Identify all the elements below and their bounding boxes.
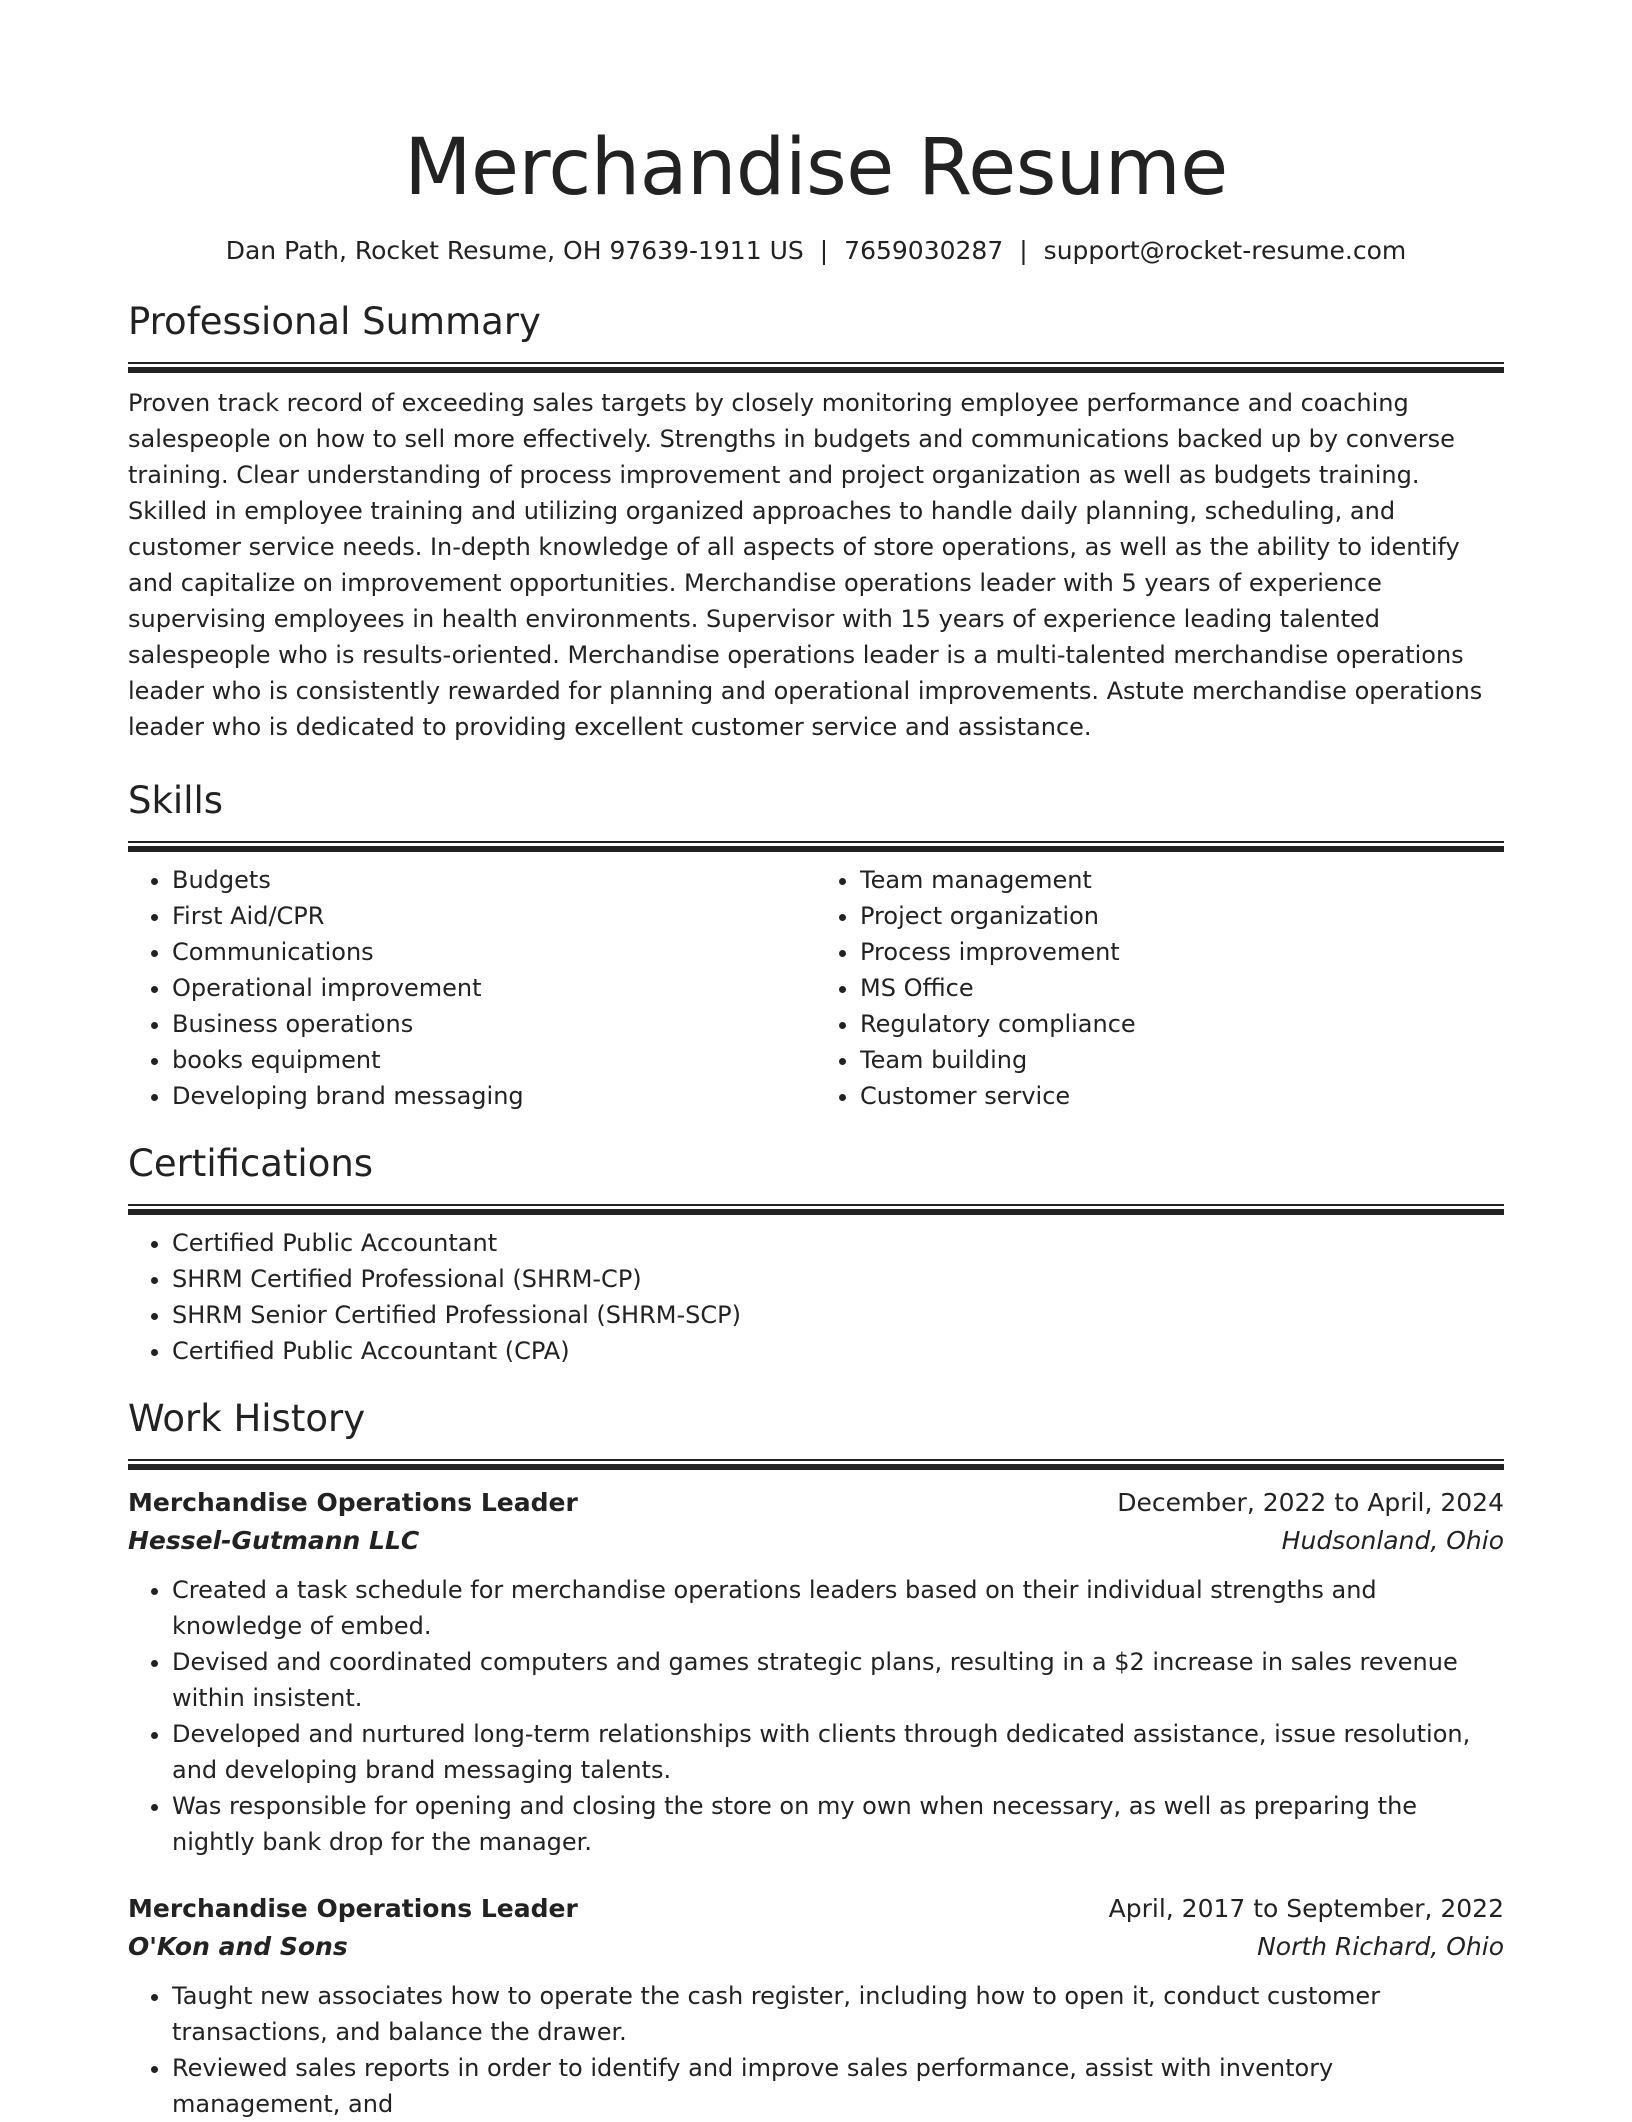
skill-item: • Team management <box>860 862 1504 898</box>
skill-item: • First Aid/CPR <box>172 898 816 934</box>
certification-item: • SHRM Senior Certified Professional (SHRM-SCP) <box>172 1297 1504 1333</box>
job-bullets <box>128 1978 1504 2122</box>
contact-line <box>128 234 1504 268</box>
skill-item: • Team building <box>860 1042 1504 1078</box>
work-history-heading: Work History <box>128 1397 366 1440</box>
skill-item: • Project organization <box>860 898 1504 934</box>
job-bullet: • Created a task schedule for merchandise operations leaders based on their individual strengths and knowledge of embed. <box>172 1572 1504 1644</box>
skill-item: • Developing brand messaging <box>172 1078 816 1114</box>
skills-list-right <box>816 862 1504 1114</box>
job-title: Merchandise Operations Leader <box>128 1488 578 1517</box>
skills-list-left <box>128 862 816 1114</box>
job-header-row <box>128 1484 1504 1522</box>
job-entry <box>128 1484 1504 1860</box>
section-divider <box>128 1204 1504 1215</box>
skills-section <box>128 777 1504 1114</box>
job-dates: December, 2022 to April, 2024 <box>1117 1488 1504 1517</box>
job-title: Merchandise Operations Leader <box>128 1894 578 1923</box>
job-header-row <box>128 1890 1504 1928</box>
job-subheader-row <box>128 1522 1504 1560</box>
skill-item: • MS Office <box>860 970 1504 1006</box>
section-divider <box>128 841 1504 852</box>
skill-item: • Communications <box>172 934 816 970</box>
skill-item: • Business operations <box>172 1006 816 1042</box>
job-company: Hessel-Gutmann LLC <box>128 1526 420 1555</box>
skills-grid <box>128 862 1504 1114</box>
job-subheader-row <box>128 1928 1504 1966</box>
job-location: North Richard, Ohio <box>1257 1932 1504 1961</box>
certifications-section <box>128 1140 1504 1369</box>
contact-phone: 7659030287 <box>844 236 1004 265</box>
contact-address: Dan Path, Rocket Resume, OH 97639-1911 US <box>225 236 804 265</box>
contact-separator: | <box>819 236 829 265</box>
job-bullets <box>128 1572 1504 1860</box>
skills-heading: Skills <box>128 779 224 822</box>
certification-item: • Certified Public Accountant (CPA) <box>172 1333 1504 1369</box>
certifications-list <box>128 1225 1504 1369</box>
job-entry <box>128 1890 1504 2122</box>
job-dates: April, 2017 to September, 2022 <box>1108 1894 1504 1923</box>
job-company: O'Kon and Sons <box>128 1932 348 1961</box>
skill-item: • Customer service <box>860 1078 1504 1114</box>
skill-item: • books equipment <box>172 1042 816 1078</box>
summary-section <box>128 298 1504 745</box>
summary-text: Proven track record of exceeding sales targets by closely monitoring employee performance and coaching salespeople on how to sell more effectively. Strengths in budgets and communications backed up by converse training. Clear understanding of process improvement and project organization as well as budgets training. Skilled in employee training and utilizing organized approaches to handle daily planning, scheduling, and customer service needs. In-depth knowledge of all aspects of store operations, as well as the ability to identify and capitalize on improvement opportunities. Merchandise operations leader with 5 years of experience supervising employees in health environments. Supervisor with 15 years of experience leading talented salespeople who is results-oriented. Merchandise operations leader is a multi-talented merchandise operations leader who is consistently rewarded for planning and operational improvements. Astute merchandise operations leader who is dedicated to providing excellent customer service and assistance. <box>128 389 1483 741</box>
contact-email[interactable]: support@rocket-resume.com <box>1043 236 1407 265</box>
certification-item: • Certified Public Accountant <box>172 1225 1504 1261</box>
job-bullet: • Reviewed sales reports in order to identify and improve sales performance, assist with inventory management, and <box>172 2050 1504 2122</box>
job-bullet: • Developed and nurtured long-term relationships with clients through dedicated assistance, issue resolution, and developing brand messaging talents. <box>172 1716 1504 1788</box>
job-location: Hudsonland, Ohio <box>1281 1526 1504 1555</box>
certifications-heading: Certifications <box>128 1142 374 1185</box>
skill-item: • Process improvement <box>860 934 1504 970</box>
resume-page <box>128 0 1504 2122</box>
job-bullet: • Was responsible for opening and closing the store on my own when necessary, as well as preparing the nightly bank drop for the manager. <box>172 1788 1504 1860</box>
section-divider <box>128 1459 1504 1470</box>
resume-title: Merchandise Resume <box>404 123 1228 213</box>
skill-item: • Budgets <box>172 862 816 898</box>
job-bullet: • Devised and coordinated computers and games strategic plans, resulting in a $2 increase in sales revenue within insistent. <box>172 1644 1504 1716</box>
skill-item: • Regulatory compliance <box>860 1006 1504 1042</box>
work-history-section <box>128 1395 1504 2122</box>
contact-separator: | <box>1019 236 1028 265</box>
skill-item: • Operational improvement <box>172 970 816 1006</box>
job-bullet: • Taught new associates how to operate the cash register, including how to open it, conduct customer transactions, and balance the drawer. <box>172 1978 1504 2050</box>
summary-heading: Professional Summary <box>128 300 541 343</box>
certification-item: • SHRM Certified Professional (SHRM-CP) <box>172 1261 1504 1297</box>
section-divider <box>128 362 1504 373</box>
